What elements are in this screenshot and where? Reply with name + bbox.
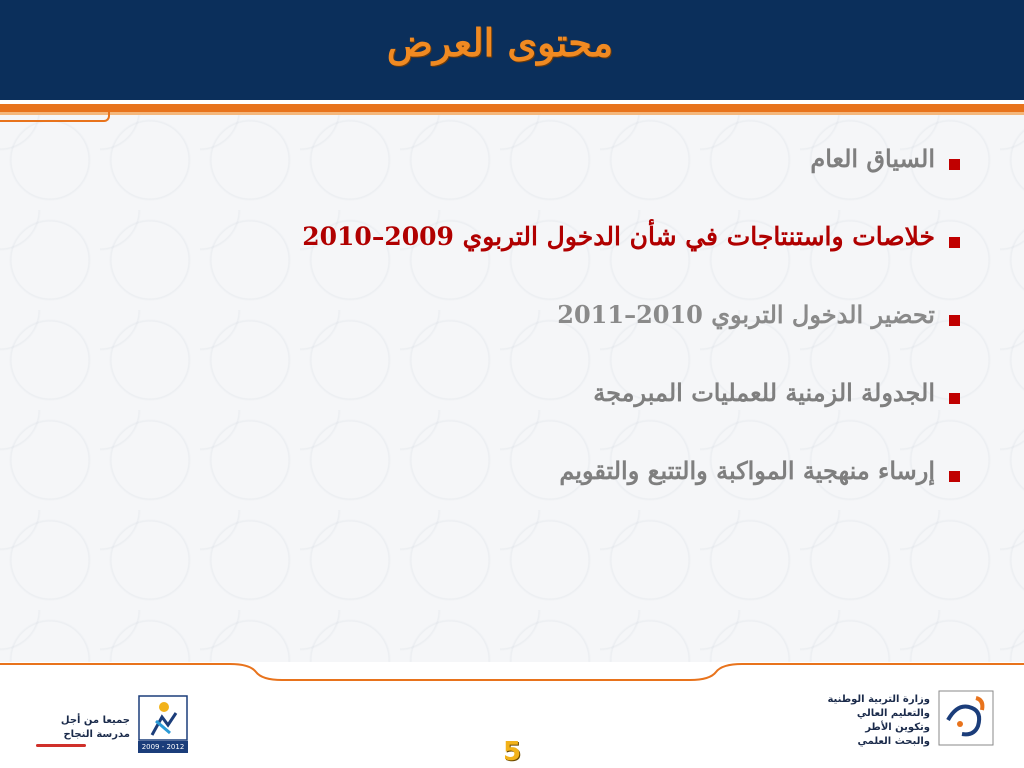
- ministry-logo-icon: [938, 690, 994, 746]
- slogan-underline: [36, 744, 86, 747]
- agenda-item-label: إرساء منهجية المواكبة والتتبع والتقويم: [559, 455, 935, 485]
- ministry-line: وتكوين الأطر: [865, 722, 930, 733]
- slogan-line: مدرسة النجاح: [63, 729, 130, 740]
- agenda-item-label: السياق العام: [810, 143, 935, 173]
- square-bullet-icon: [949, 237, 960, 248]
- square-bullet-icon: [949, 159, 960, 170]
- slide-header: [0, 0, 1024, 100]
- ministry-line: والتعليم العالي: [856, 708, 930, 719]
- program-years: 2009 - 2012: [138, 741, 188, 753]
- header-divider-orange: [0, 104, 1024, 112]
- agenda-item-preparation: [80, 296, 960, 332]
- agenda-item-methodology: [80, 452, 960, 488]
- ministry-line: والبحث العلمي: [857, 736, 930, 747]
- slide-title: محتوى العرض: [386, 20, 614, 65]
- slogan-line: جميعا من أجل: [60, 715, 130, 726]
- square-bullet-icon: [949, 315, 960, 326]
- agenda-item-label: تحضير الدخول التربوي 2010–2011: [557, 299, 935, 329]
- header-divider-light: [0, 112, 1024, 115]
- footer-curve: [0, 662, 1024, 692]
- agenda-item-label: خلاصات واستنتاجات في شأن الدخول التربوي 2009–2010: [302, 221, 935, 251]
- agenda-item-label: الجدولة الزمنية للعمليات المبرمجة: [593, 377, 935, 407]
- program-slogan: [30, 714, 130, 742]
- agenda-list: [80, 140, 960, 530]
- agenda-item-schedule: [80, 374, 960, 410]
- header-notch: [0, 112, 110, 122]
- square-bullet-icon: [949, 471, 960, 482]
- square-bullet-icon: [949, 393, 960, 404]
- agenda-item-context: [80, 140, 960, 176]
- page-number: 5: [502, 737, 522, 767]
- ministry-name: [752, 693, 930, 749]
- ministry-line: وزارة التربية الوطنية: [827, 694, 930, 705]
- agenda-item-conclusions: [80, 218, 960, 254]
